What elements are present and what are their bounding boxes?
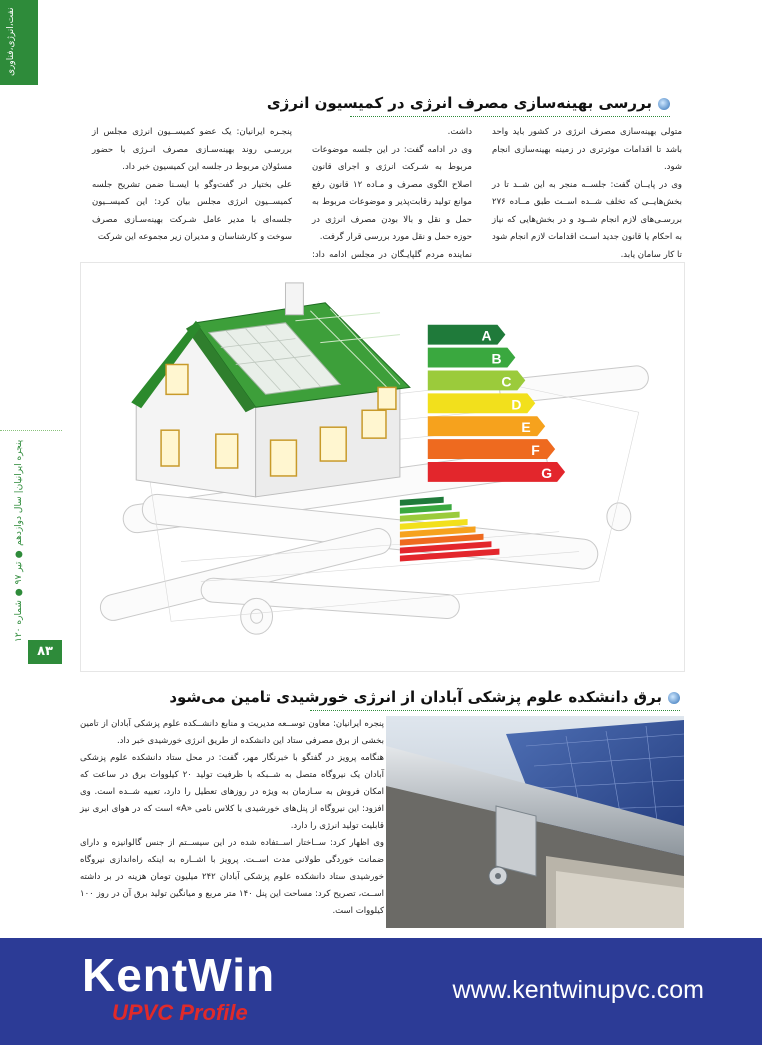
paragraph: نماینده مردم گلپایـگان در مجلس ادامه داد:: [312, 249, 472, 260]
svg-text:D: D: [511, 396, 522, 413]
svg-text:A: A: [481, 327, 492, 344]
text-column-left: [492, 124, 682, 264]
bullet-icon: [668, 692, 680, 704]
paragraph: پنجره ایرانیان: معاون توســعه مدیریت و منابع دانشــکده علوم پزشکی آبادان از تامین بخشی از برق مصرفی ستاد این دانشکده از طریق انرژی خورشیدی خبر داد.: [80, 719, 384, 746]
energy-label-chart: [428, 325, 565, 482]
kentwin-ad-banner[interactable]: [0, 938, 762, 1045]
article-title-2: [169, 688, 680, 706]
article-title: [267, 94, 670, 112]
page-number: ۸۳: [28, 640, 62, 664]
paragraph: وی اظهار کرد: ســاختار اســتفاده شده در این سیســتم از جنس گالوانیزه و دارای ضمانت خوردگی طولانی مدت اســت. پرویز با اشــاره به اینکه راه‌اندازی نیروگاه خورشیدی ستاد دانشکده علوم پزشکی آبادان ۲۴۲ میلیون تومان هزینه در بر داشته اســت، تصریح کرد: مساحت این پنل ۱۴۰ متر مربع و میانگین تولید برق آن در روز ۱۰۰ کیلووات است.: [80, 838, 385, 916]
title-rule: [350, 116, 670, 117]
rail-divider: [0, 430, 62, 431]
svg-text:G: G: [541, 464, 553, 481]
svg-text:F: F: [531, 442, 540, 459]
issue-info: پنجره ایرانیان| سال دوازدهم ● تیر ۹۷ ● شماره ۱۲۰: [14, 440, 24, 643]
paragraph: وی در پایــان گفت: جلســه منجر به این شــد تا در بخش‌هایــی که تخلف شــده اســت طبق مــاده ۲۷۶ بررسـی‌های لازم انجام شــود و در بخش‌هایی که نیاز به احکام یا قانون جدید اسـت اقدامات لازم انجام شود تا کار سامان یابد.: [492, 179, 682, 260]
text-column-middle: [312, 124, 472, 282]
svg-text:C: C: [501, 373, 512, 390]
title-rule: [310, 710, 680, 711]
svg-text:E: E: [521, 419, 531, 436]
ad-tagline: UPVC Profile: [112, 1000, 248, 1025]
solar-panel-photo: [386, 716, 684, 928]
article-2-body: [80, 716, 384, 920]
paragraph: هنگامه پرویز در گفتگو با خبرنگار مهر، گفت: در محل ستاد دانشکده علوم پزشکی آبادان یک نیروگاه متصل به شــبکه با ظرفیت تولید ۲۰ کیلووات برق در ساعت که امکان فروش به سـازمان به ویژه در روزهای تعطیل را دارد، تعبیه شــده است. وی افزود: این نیروگاه از پنل‌های خورشیدی با کلاس نامی «A» است که در هوای ابری نیز قابلیت تولید انرژی را دارد.: [80, 753, 384, 831]
paragraph: متولی بهینه‌سازی مصرف انرژی در کشور باید واحد باشد تا اقدامات موثرتری در زمینه بهینه‌سازی انجام شود.: [492, 127, 682, 172]
ad-brand-logo: KentWin: [82, 949, 276, 1001]
paragraph: وی در ادامه گفت: در این جلسه موضوعات مربوط به شـرکت انرژی و اجرای قانون اصلاح الگوی مصرف و مـاده ۱۲ قانون رفع موانع تولید رقابت‌پذیر و موضوعات مربوط به حمل و نقل و بالا بودن مصرف انرژی در حوزه حمل و نقل مورد بررسی قرار گرفت.: [312, 144, 472, 242]
article-title-text: بررسی بهینه‌سازی مصرف انرژی در کمیسیون انرژی: [266, 94, 652, 112]
text-column-right: [92, 124, 292, 247]
ad-website-link[interactable]: www.kentwinupvc.com: [452, 976, 704, 1004]
bullet-icon: [658, 98, 670, 110]
paragraph: پنجـره ایرانیان: یک عضو کمیســیون انرژی مجلس از بررسـی روند بهینه‌سـازی مصرف انـرژی با حضور مسئولان مربوط در جلسه این کمیسیون خبر داد.: [92, 127, 292, 172]
svg-text:B: B: [491, 350, 502, 367]
energy-efficiency-illustration: [80, 262, 685, 672]
section-tab-label: نفت،انرژی،فناوری: [6, 7, 16, 77]
paragraph: داشت.: [447, 127, 472, 137]
paragraph: علی بختیار در گفت‌وگو با ایسـنا ضمن تشریح جلسه کمیســیون انرژی مجلس بیان کرد: این کمیســیون جلسه‌ای با مدیر عامل شـرکت بهینه‌سـازی مصرف سوخت و کارشناسان و مدیران زیر مجموعه این شرکت: [92, 179, 292, 242]
article-title-2-text: برق دانشکده علوم پزشکی آبادان از انرژی خورشیدی تامین می‌شود: [169, 688, 662, 706]
section-tab: [0, 0, 38, 85]
